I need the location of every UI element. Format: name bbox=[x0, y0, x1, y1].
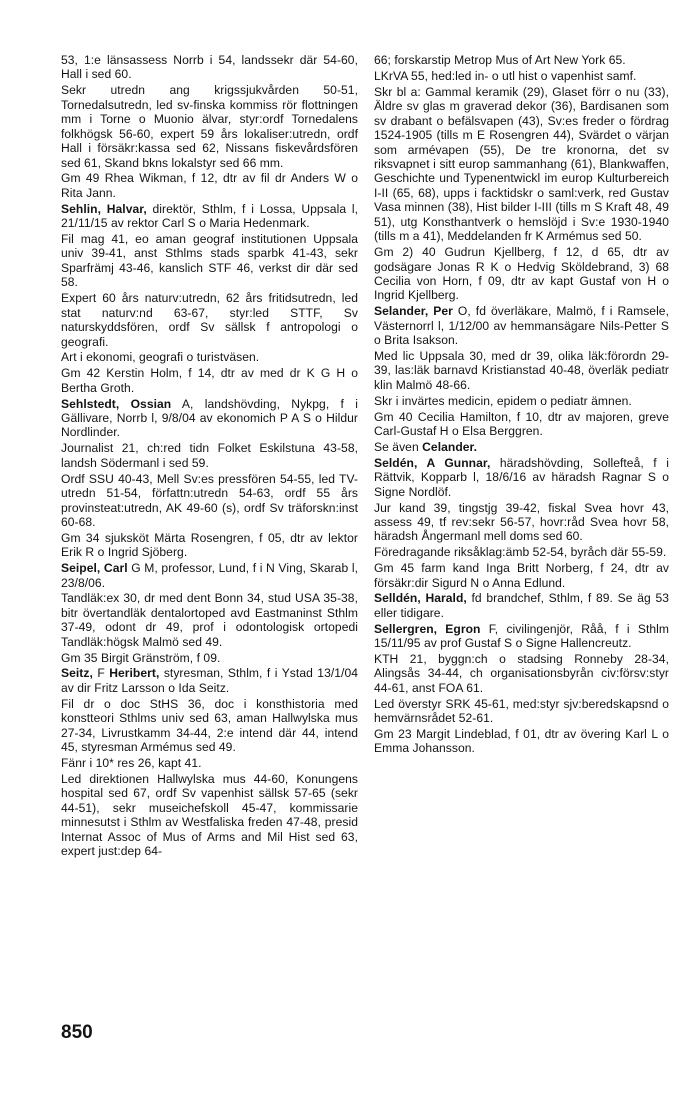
paragraph bbox=[61, 651, 358, 665]
paragraph bbox=[61, 232, 358, 290]
paragraph bbox=[374, 69, 669, 83]
paragraph bbox=[61, 291, 358, 349]
entry-text: Gm 45 farm kand Inga Britt Norberg, f 24, dtr av försäkr:dir Sigurd N o Anna Edlund. bbox=[374, 561, 669, 590]
entry-text: Fil mag 41, eo aman geograf institutionen Uppsala univ 39-41, anst Sthlms stads sparbk 41-43, sekr Sparfrämj 43-46, kanslich STF 46, verkst dir där sed 58. bbox=[61, 232, 358, 290]
entry-text: Journalist 21, ch:red tidn Folket Eskilstuna 43-58, landsh Södermanl i sed 59. bbox=[61, 441, 358, 470]
entry-text: Se även bbox=[374, 439, 423, 454]
entry-text: O, fd överläkare, Malmö, f i Ramsele, Västernorrl l, 1/12/00 av hemmansägare Nils-Petter S o Brita Isakson. bbox=[374, 304, 669, 348]
paragraph bbox=[61, 531, 358, 560]
paragraph bbox=[374, 697, 669, 726]
paragraph bbox=[374, 53, 669, 67]
entry-heading-paragraph bbox=[61, 397, 358, 440]
paragraph bbox=[61, 697, 358, 755]
paragraph bbox=[374, 410, 669, 439]
entry-text: KTH 21, byggn:ch o stadsing Ronneby 28-34, Alingsås 34-44, ch organisationsbyrån civ:försv:styr 44-61, anst FOA 61. bbox=[374, 651, 669, 695]
paragraph bbox=[374, 545, 669, 559]
entry-text: Gm 42 Kerstin Holm, f 14, dtr av med dr K G H o Bertha Groth. bbox=[61, 366, 358, 395]
paragraph bbox=[61, 366, 358, 395]
paragraph bbox=[374, 561, 669, 590]
entry-heading-paragraph bbox=[374, 304, 669, 347]
paragraph bbox=[374, 501, 669, 544]
entry-text: F bbox=[92, 666, 110, 681]
entry-text: Gm 35 Birgit Gränström, f 09. bbox=[61, 650, 221, 665]
entry-heading-paragraph bbox=[61, 666, 358, 695]
paragraph bbox=[61, 171, 358, 200]
entry-text: fd brandchef, Sthlm, f 89. Se äg 53 eller tidigare. bbox=[374, 591, 669, 620]
paragraph bbox=[61, 756, 358, 770]
entry-name: Selldén, Harald, bbox=[374, 591, 467, 606]
entry-text: häradshövding, Sollefteå, f i Rättvik, Kopparb l, 18/6/16 av häradsh Ragnar S o Signe Nordlöf. bbox=[374, 455, 669, 499]
paragraph bbox=[61, 350, 358, 364]
entry-text: Med lic Uppsala 30, med dr 39, olika läk:förordn 29-39, las:läk barnavd Kristianstad 40-48, överläk pediatr klin Malmö 48-66. bbox=[374, 349, 669, 392]
entry-text: Sekr utredn ang krigssjukvården 50-51, Tornedalsutredn, led sv-finska kommiss rör flottningen mm i Torne o Muonio älvar, styr:ordf Tornedalens folkhögsk 56-60, expert 59 års lokaliser:utredn, ordf Hall i försäkr:kassa sed 62, Nissans fiskevårdsfören sed 61, Skand bkns lokalstyr sed 66 mm. bbox=[61, 83, 358, 170]
entry-text: G M, professor, Lund, f i N Ving, Skarab l, 23/8/06. bbox=[61, 561, 358, 590]
entry-text: 66; forskarstip Metrop Mus of Art New York 65. bbox=[374, 53, 626, 67]
entry-text: Fänr i 10* res 26, kapt 41. bbox=[61, 755, 202, 770]
entry-text: styresman, Sthlm, f i Ystad 13/1/04 av dir Fritz Larsson o Ida Seitz. bbox=[61, 666, 358, 695]
page-number: 850 bbox=[61, 1022, 93, 1043]
entry-text: Gm 2) 40 Gudrun Kjellberg, f 12, d 65, dtr av godsägare Jonas R K o Hedvig Sköldebrand, 3) 68 Cecilia von Horn, f 09, dtr av kapt Gustaf von H o Ingrid Kjellberg. bbox=[374, 245, 669, 303]
entry-name: Seipel, Carl bbox=[61, 561, 128, 576]
entry-heading-paragraph bbox=[374, 440, 669, 454]
entry-heading-paragraph bbox=[374, 456, 669, 499]
entry-name: Seitz, bbox=[61, 666, 93, 681]
entry-text: 53, 1:e länsassess Norrb i 54, landssekr där 54-60, Hall i sed 60. bbox=[61, 53, 358, 82]
entry-heading-paragraph bbox=[61, 561, 358, 590]
entry-text: Skr i invärtes medicin, epidem o pediatr ämnen. bbox=[374, 393, 632, 408]
paragraph bbox=[61, 591, 358, 649]
paragraph bbox=[61, 441, 358, 470]
paragraph bbox=[61, 53, 358, 82]
entry-text: Gm 23 Margit Lindeblad, f 01, dtr av övering Karl L o Emma Johansson. bbox=[374, 727, 669, 756]
paragraph bbox=[374, 245, 669, 303]
entry-text: Jur kand 39, tingstjg 39-42, fiskal Svea hovr 43, assess 49, tf rev:sekr 56-57, hovr:råd Svea hovr 58, häradsh Ångermanl mell doms sed 60. bbox=[374, 500, 669, 544]
entry-text: LKrVA 55, hed:led in- o utl hist o vapenhist samf. bbox=[374, 68, 637, 83]
entry-name: Sellergren, Egron bbox=[374, 621, 481, 636]
right-column bbox=[374, 53, 669, 757]
left-column bbox=[61, 53, 358, 860]
entry-text: direktör, Sthlm, f i Lossa, Uppsala l, 21/11/15 av rektor Carl S o Maria Hedenmark. bbox=[61, 201, 358, 231]
paragraph bbox=[374, 652, 669, 695]
entry-name: Heribert, bbox=[109, 666, 160, 681]
paragraph bbox=[374, 394, 669, 408]
entry-text: Fil dr o doc StHS 36, doc i konsthistoria med konstteori Sthlms univ sed 63, aman Hallwylska mus 27-34, Livrustkamm 34-44, 2:e intend där 44, intend 45, styresman Armémus sed 49. bbox=[61, 696, 358, 755]
paragraph bbox=[374, 85, 669, 244]
paragraph bbox=[374, 349, 669, 392]
paragraph bbox=[61, 772, 358, 859]
entry-name: Sehlstedt, Ossian bbox=[61, 396, 172, 411]
entry-name: Celander. bbox=[422, 439, 478, 454]
entry-text: Skr bl a: Gammal keramik (29), Glaset förr o nu (33), Äldre sv glas m graverad dekor (36), Bardisanen som sv drabant o befälsvapen (43), Sv:es freder o fördrag 1524-1905 (tills m E Rosengren 44), Svärdet o värjan som armévapen (55), De tre kronorna, det sv riksvapnet i sitt europ sammanhang (61), Blankwaffen, Geschichte und Typenentwickl im europ Kulturbereich I-II (65, 68), upps i facktidskr o saml:verk, red Gustav Vasa minnen (38), Hist bilder I-III (tills m S Kraft 48, 49 51), utg Konsthantverk o hemslöjd i Sv:e 1930-1940 (tills m a 41), Meddelanden fr K Armémus sed 50. bbox=[374, 84, 669, 244]
entry-text: Ordf SSU 40-43, Mell Sv:es pressfören 54-55, led TV-utredn 51-54, författn:utredn 54-63, ordf 55 års provinsteat:utredn, AK 49-60 (s), ordf Sv träforskn:inst 60-68. bbox=[61, 471, 358, 529]
paragraph bbox=[374, 727, 669, 756]
entry-text: Gm 34 sjuksköt Märta Rosengren, f 05, dtr av lektor Erik R o Ingrid Sjöberg. bbox=[61, 530, 358, 560]
entry-name: Selander, Per bbox=[374, 304, 453, 319]
entry-heading-paragraph bbox=[61, 202, 358, 231]
entry-text: Tandläk:ex 30, dr med dent Bonn 34, stud USA 35-38, bitr övertandläk dentalortoped avd Eastmaninst Sthlm 37-49, odont dr 49, prof i odontologisk ortopedi Tandläk:högsk Malmö sed 49. bbox=[61, 591, 358, 649]
entry-text: Föredragande riksåklag:ämb 52-54, byråch där 55-59. bbox=[374, 545, 667, 560]
entry-heading-paragraph bbox=[374, 591, 669, 620]
entry-heading-paragraph bbox=[374, 622, 669, 651]
entry-name: Seldén, A Gunnar, bbox=[374, 455, 491, 470]
entry-text: Led direktionen Hallwylska mus 44-60, Konungens hospital sed 67, ordf Sv vapenhist sällsk 57-65 (sekr 44-51), sekr museichefskoll 45-47, kommissarie minnesutst i Sthlm av Westfaliska freden 47-48, presid Internat Assoc of Mus of Arms and Mil Hist sed 63, expert just:dep 64- bbox=[61, 771, 358, 859]
paragraph bbox=[61, 472, 358, 530]
entry-text: Gm 40 Cecilia Hamilton, f 10, dtr av majoren, greve Carl-Gustaf H o Elsa Berggren. bbox=[374, 409, 669, 439]
entry-text: F, civilingenjör, Råå, f i Sthlm 15/11/95 av prof Gustaf S o Signe Hallencreutz. bbox=[374, 621, 669, 651]
paragraph bbox=[61, 83, 358, 170]
entry-text: Expert 60 års naturv:utredn, 62 års fritidsutredn, led stat naturv:nd 63-67, styr:led STTF, Sv naturskyddsfören, ordf Sv sällsk f antropologi o geografi. bbox=[61, 291, 358, 349]
entry-text: Art i ekonomi, geografi o turistväsen. bbox=[61, 350, 260, 365]
entry-text: A, landshövding, Nykpg, f i Gällivare, Norrb l, 9/8/04 av ekonomich P A S o Hildur Nordlinder. bbox=[61, 396, 358, 440]
entry-name: Sehlin, Halvar, bbox=[61, 201, 147, 216]
entry-text: Gm 49 Rhea Wikman, f 12, dtr av fil dr Anders W o Rita Jann. bbox=[61, 171, 358, 200]
entry-text: Led överstyr SRK 45-61, med:styr sjv:beredskapsnd o hemvärnsrådet 52-61. bbox=[374, 696, 669, 726]
